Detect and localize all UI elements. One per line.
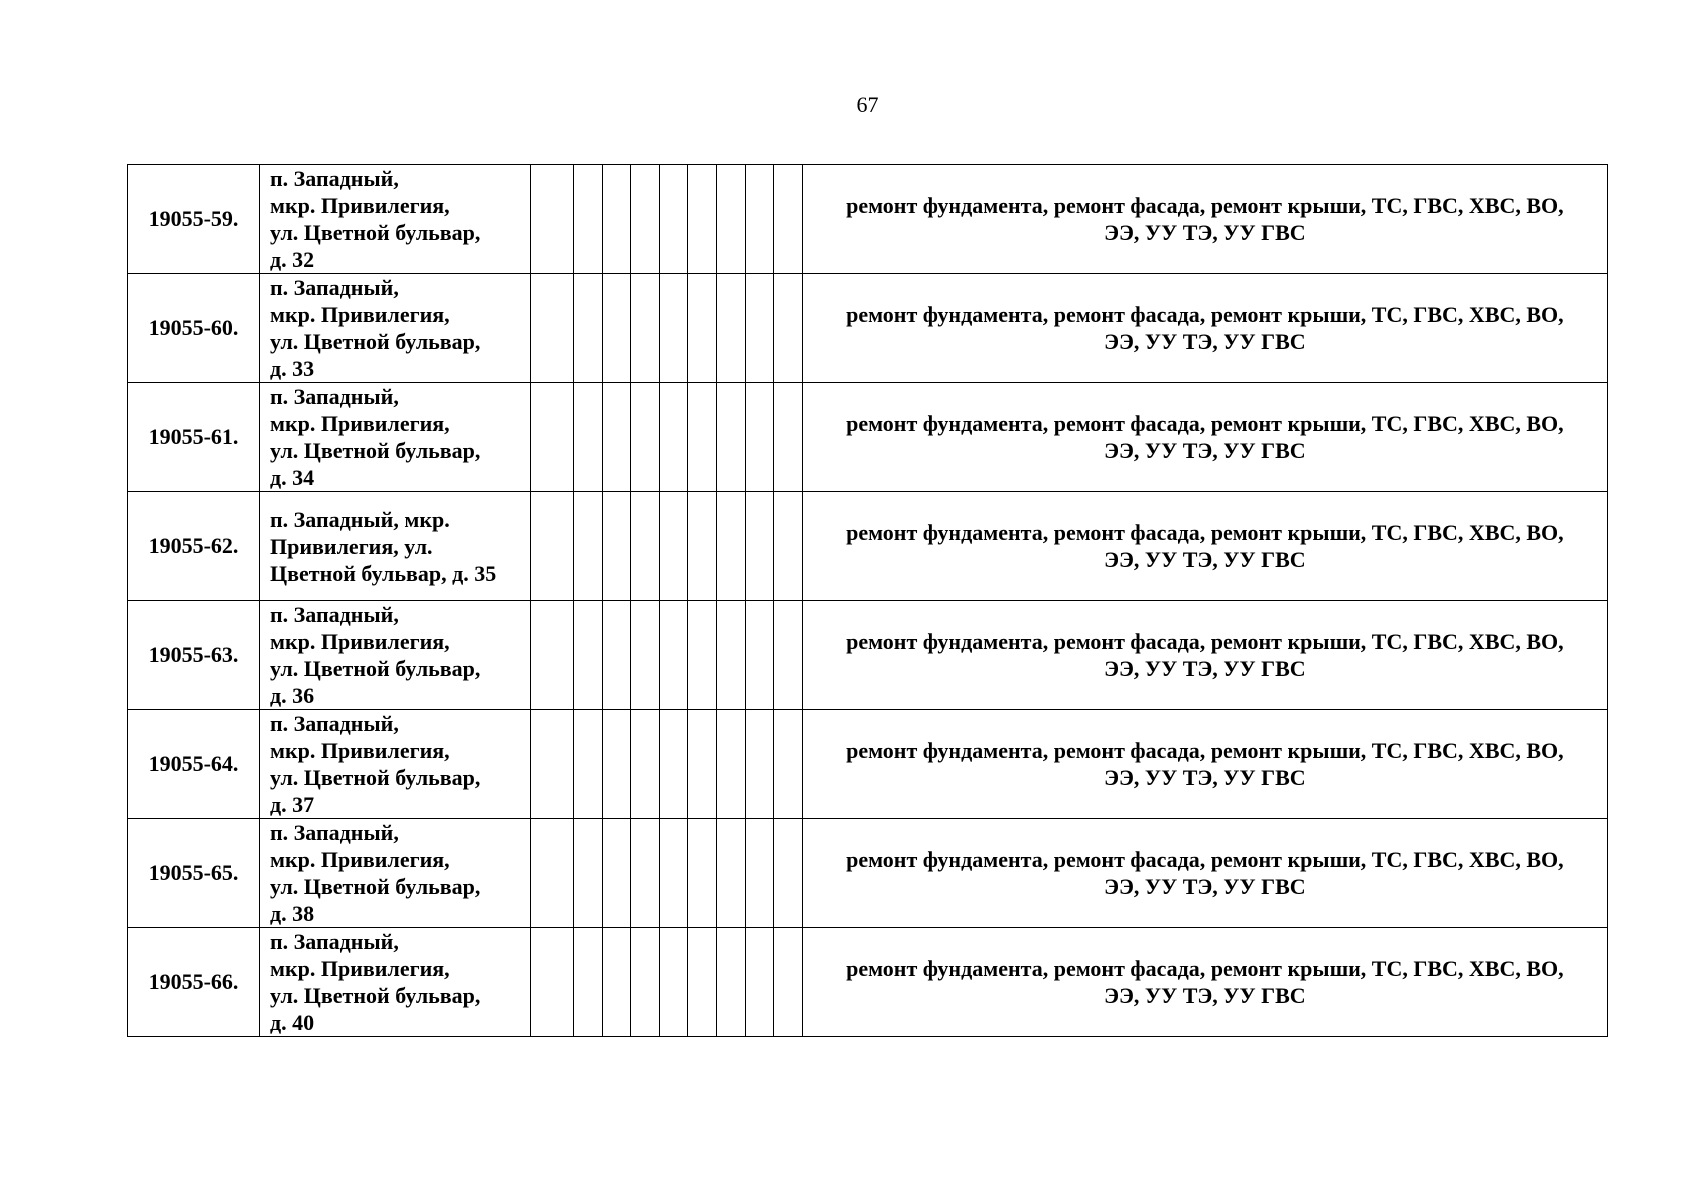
address-line: мкр. Привилегия, <box>270 629 450 654</box>
address-cell <box>260 710 531 819</box>
empty-cell <box>716 165 745 274</box>
works-cell <box>802 710 1607 819</box>
address-line: д. 32 <box>270 247 315 272</box>
address-line: п. Западный, <box>270 711 399 736</box>
empty-cell <box>659 274 688 383</box>
address-line: п. Западный, <box>270 929 399 954</box>
empty-cell <box>659 710 688 819</box>
empty-cell <box>531 492 574 601</box>
empty-cell <box>531 165 574 274</box>
empty-cell <box>574 492 603 601</box>
address-line: п. Западный, <box>270 275 399 300</box>
empty-cell <box>631 492 660 601</box>
table-row <box>128 601 1608 710</box>
empty-cell <box>631 601 660 710</box>
address-line: п. Западный, <box>270 384 399 409</box>
empty-cell <box>688 492 717 601</box>
address-line: Привилегия, ул. <box>270 533 433 559</box>
row-number-cell: 19055-63. <box>128 601 260 710</box>
table-body <box>128 165 1608 1037</box>
works-cell <box>802 601 1607 710</box>
address-line: п. Западный, <box>270 820 399 845</box>
address-line: ул. Цветной бульвар, <box>270 874 481 899</box>
empty-cell <box>745 710 774 819</box>
empty-cell <box>716 492 745 601</box>
row-number-cell: 19055-61. <box>128 383 260 492</box>
works-line: ЭЭ, УУ ТЭ, УУ ГВС <box>1104 656 1306 681</box>
row-number-cell: 19055-60. <box>128 274 260 383</box>
works-line: ремонт фундамента, ремонт фасада, ремонт крыши, ТС, ГВС, ХВС, ВО, <box>846 302 1564 327</box>
works-line: ЭЭ, УУ ТЭ, УУ ГВС <box>1104 438 1306 463</box>
empty-cell <box>574 274 603 383</box>
address-line: мкр. Привилегия, <box>270 956 450 981</box>
empty-cell <box>574 165 603 274</box>
address-line: мкр. Привилегия, <box>270 302 450 327</box>
works-line: ЭЭ, УУ ТЭ, УУ ГВС <box>1104 874 1306 899</box>
works-line: ремонт фундамента, ремонт фасада, ремонт крыши, ТС, ГВС, ХВС, ВО, <box>846 411 1564 436</box>
empty-cell <box>745 819 774 928</box>
address-line: п. Западный, <box>270 166 399 191</box>
empty-cell <box>574 928 603 1037</box>
table-row <box>128 165 1608 274</box>
works-cell <box>802 165 1607 274</box>
works-cell <box>802 928 1607 1037</box>
empty-cell <box>602 383 631 492</box>
empty-cell <box>774 601 803 710</box>
works-line: ремонт фундамента, ремонт фасада, ремонт крыши, ТС, ГВС, ХВС, ВО, <box>846 738 1564 763</box>
empty-cell <box>716 274 745 383</box>
address-line: д. 37 <box>270 792 315 817</box>
address-line: п. Западный, <box>270 602 399 627</box>
empty-cell <box>531 601 574 710</box>
empty-cell <box>631 274 660 383</box>
empty-cell <box>531 383 574 492</box>
address-line: ул. Цветной бульвар, <box>270 438 481 463</box>
table-row <box>128 928 1608 1037</box>
address-line: ул. Цветной бульвар, <box>270 983 481 1008</box>
address-cell <box>260 165 531 274</box>
empty-cell <box>631 819 660 928</box>
empty-cell <box>745 383 774 492</box>
empty-cell <box>631 710 660 819</box>
empty-cell <box>774 492 803 601</box>
works-line: ремонт фундамента, ремонт фасада, ремонт крыши, ТС, ГВС, ХВС, ВО, <box>846 193 1564 218</box>
empty-cell <box>774 710 803 819</box>
row-number-cell: 19055-66. <box>128 928 260 1037</box>
empty-cell <box>531 274 574 383</box>
empty-cell <box>745 601 774 710</box>
empty-cell <box>716 710 745 819</box>
works-cell <box>802 492 1607 601</box>
address-line: д. 33 <box>270 356 315 381</box>
works-cell <box>802 274 1607 383</box>
address-line: мкр. Привилегия, <box>270 738 450 763</box>
works-line: ремонт фундамента, ремонт фасада, ремонт крыши, ТС, ГВС, ХВС, ВО, <box>846 956 1564 981</box>
works-line: ремонт фундамента, ремонт фасада, ремонт крыши, ТС, ГВС, ХВС, ВО, <box>846 847 1564 872</box>
table-row <box>128 383 1608 492</box>
address-line: Цветной бульвар, д. 35 <box>270 560 497 586</box>
empty-cell <box>574 383 603 492</box>
empty-cell <box>631 383 660 492</box>
works-line: ЭЭ, УУ ТЭ, УУ ГВС <box>1104 983 1306 1008</box>
works-line: ЭЭ, УУ ТЭ, УУ ГВС <box>1104 765 1306 790</box>
empty-cell <box>745 492 774 601</box>
address-cell <box>260 928 531 1037</box>
address-line: д. 38 <box>270 901 315 926</box>
address-line: ул. Цветной бульвар, <box>270 329 481 354</box>
empty-cell <box>531 928 574 1037</box>
address-cell <box>260 274 531 383</box>
table-row <box>128 819 1608 928</box>
empty-cell <box>688 710 717 819</box>
page-number: 67 <box>856 92 879 117</box>
empty-cell <box>688 601 717 710</box>
works-cell <box>802 819 1607 928</box>
row-number-cell: 19055-62. <box>128 492 260 601</box>
empty-cell <box>688 819 717 928</box>
address-line: д. 36 <box>270 683 315 708</box>
empty-cell <box>688 165 717 274</box>
records-table <box>127 164 1608 1037</box>
empty-cell <box>688 928 717 1037</box>
works-line: ЭЭ, УУ ТЭ, УУ ГВС <box>1104 547 1306 572</box>
empty-cell <box>659 601 688 710</box>
empty-cell <box>716 928 745 1037</box>
address-line: ул. Цветной бульвар, <box>270 220 481 245</box>
empty-cell <box>774 819 803 928</box>
address-cell <box>260 383 531 492</box>
address-cell <box>260 601 531 710</box>
address-line: мкр. Привилегия, <box>270 411 450 436</box>
empty-cell <box>688 274 717 383</box>
table-row <box>128 274 1608 383</box>
address-line: ул. Цветной бульвар, <box>270 765 481 790</box>
works-line: ЭЭ, УУ ТЭ, УУ ГВС <box>1104 220 1306 245</box>
empty-cell <box>659 492 688 601</box>
empty-cell <box>574 710 603 819</box>
address-cell <box>260 819 531 928</box>
address-line: мкр. Привилегия, <box>270 193 450 218</box>
address-cell <box>260 492 531 601</box>
row-number-cell: 19055-64. <box>128 710 260 819</box>
empty-cell <box>574 601 603 710</box>
empty-cell <box>745 928 774 1037</box>
empty-cell <box>688 383 717 492</box>
empty-cell <box>659 383 688 492</box>
address-line: мкр. Привилегия, <box>270 847 450 872</box>
empty-cell <box>774 274 803 383</box>
empty-cell <box>716 819 745 928</box>
empty-cell <box>602 601 631 710</box>
empty-cell <box>774 165 803 274</box>
works-line: ремонт фундамента, ремонт фасада, ремонт крыши, ТС, ГВС, ХВС, ВО, <box>846 629 1564 654</box>
empty-cell <box>602 274 631 383</box>
empty-cell <box>716 383 745 492</box>
empty-cell <box>774 383 803 492</box>
row-number-cell: 19055-65. <box>128 819 260 928</box>
row-number-cell: 19055-59. <box>128 165 260 274</box>
empty-cell <box>716 601 745 710</box>
table-row <box>128 492 1608 601</box>
empty-cell <box>659 928 688 1037</box>
empty-cell <box>631 928 660 1037</box>
empty-cell <box>602 928 631 1037</box>
empty-cell <box>659 165 688 274</box>
empty-cell <box>745 274 774 383</box>
empty-cell <box>659 819 688 928</box>
empty-cell <box>631 165 660 274</box>
address-line: ул. Цветной бульвар, <box>270 656 481 681</box>
address-line: д. 40 <box>270 1010 315 1035</box>
empty-cell <box>602 819 631 928</box>
empty-cell <box>774 928 803 1037</box>
works-line: ЭЭ, УУ ТЭ, УУ ГВС <box>1104 329 1306 354</box>
empty-cell <box>602 165 631 274</box>
empty-cell <box>602 710 631 819</box>
table-row <box>128 710 1608 819</box>
works-cell <box>802 383 1607 492</box>
address-line: д. 34 <box>270 465 315 490</box>
empty-cell <box>745 165 774 274</box>
address-line: п. Западный, мкр. <box>270 506 450 532</box>
empty-cell <box>602 492 631 601</box>
empty-cell <box>531 710 574 819</box>
empty-cell <box>574 819 603 928</box>
empty-cell <box>531 819 574 928</box>
works-line: ремонт фундамента, ремонт фасада, ремонт крыши, ТС, ГВС, ХВС, ВО, <box>846 520 1564 545</box>
